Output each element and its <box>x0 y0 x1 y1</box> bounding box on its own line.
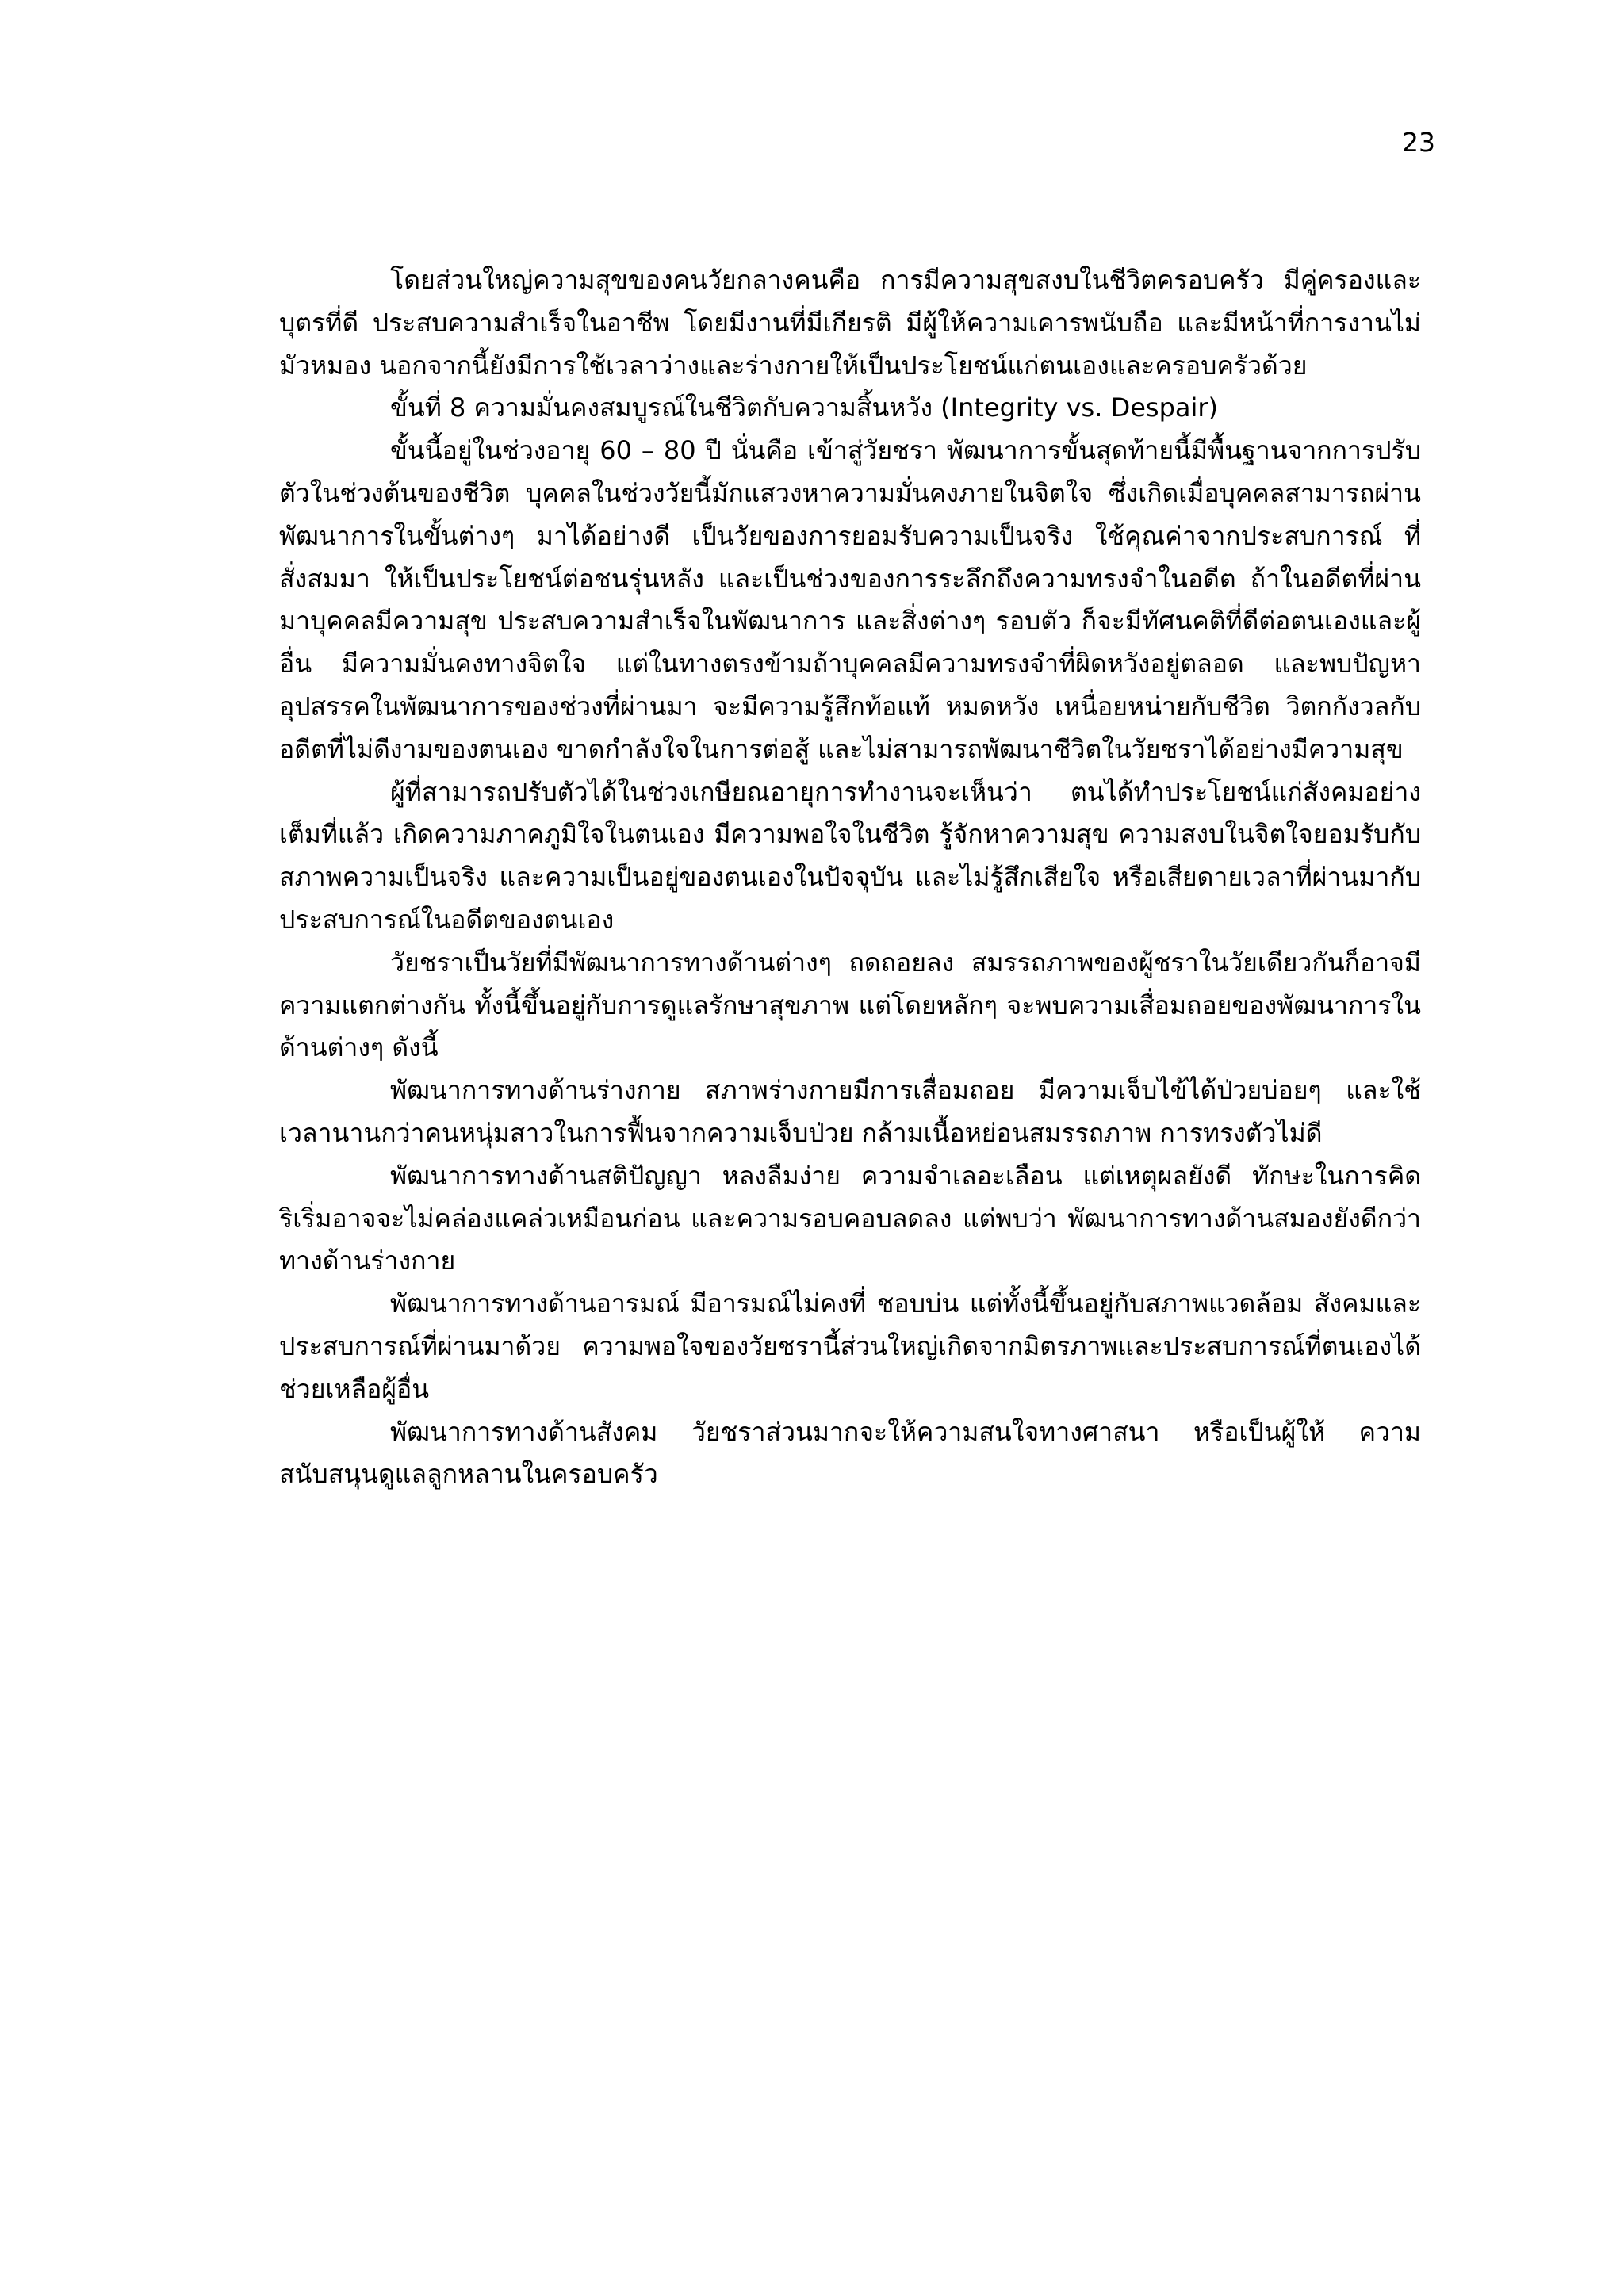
paragraph-emotional-development: พัฒนาการทางด้านอารมณ์ มีอารมณ์ไม่คงที่ ชอบบ่น แต่ทั้งนี้ขึ้นอยู่กับสภาพแวดล้อม สังคมและประสบการณ์ที่ผ่านมาด้วย ความพอใจของวัยชรานี้ส่วนใหญ่เกิดจากมิตรภาพและประสบการณ์ที่ตนเองได้ช่วยเหลือผู้อื่น <box>279 1288 1421 1404</box>
paragraph-stage-8-heading: ขั้นที่ 8 ความมั่นคงสมบูรณ์ในชีวิตกับความสิ้นหวัง (Integrity vs. Despair) <box>390 392 1219 423</box>
paragraph-intellectual-development: พัฒนาการทางด้านสติปัญญา หลงลืมง่าย ความจำเลอะเลือน แต่เหตุผลยังดี ทักษะในการคิดริเริ่มอาจจะไม่คล่องแคล่วเหมือนก่อน และความรอบคอบลดลง แต่พบว่า พัฒนาการทางด้านสมองยังดีกว่าทางด้านร่างกาย <box>279 1160 1421 1276</box>
paragraph-retirement-adjustment: ผู้ที่สามารถปรับตัวได้ในช่วงเกษียณอายุการทำงานจะเห็นว่า ตนได้ทำประโยชน์แก่สังคมอย่างเต็มที่แล้ว เกิดความภาคภูมิใจในตนเอง มีความพอใจในชีวิต รู้จักหาความสุข ความสงบในจิตใจยอมรับกับสภาพความเป็นจริง และความเป็นอยู่ของตนเองในปัจจุบัน และไม่รู้สึกเสียใจ หรือเสียดายเวลาที่ผ่านมากับ ประสบการณ์ในอดีตของตนเอง <box>279 776 1421 935</box>
page-number: 23 <box>1402 127 1435 158</box>
paragraph-social-development: พัฒนาการทางด้านสังคม วัยชราส่วนมากจะให้ความสนใจทางศาสนา หรือเป็นผู้ให้ ความสนับสนุนดูแลลูกหลานในครอบครัว <box>279 1416 1421 1490</box>
paragraph-physical-development: พัฒนาการทางด้านร่างกาย สภาพร่างกายมีการเสื่อมถอย มีความเจ็บไข้ได้ป่วยบ่อยๆ และใช้เวลานานกว่าคนหนุ่มสาวในการฟื้นจากความเจ็บป่วย กล้ามเนื้อหย่อนสมรรถภาพ การทรงตัวไม่ดี <box>279 1075 1421 1148</box>
paragraph-stage-8-description: ขั้นนี้อยู่ในช่วงอายุ 60 – 80 ปี นั่นคือ เข้าสู่วัยชรา พัฒนาการขั้นสุดท้ายนี้มีพื้นฐานจากการปรับตัวในช่วงต้นของชีวิต บุคคลในช่วงวัยนี้มักแสวงหาความมั่นคงภายในจิตใจ ซึ่งเกิดเมื่อบุคคลสามารถผ่านพัฒนาการในขั้นต่างๆ มาได้อย่างดี เป็นวัยของการยอมรับความเป็นจริง ใช้คุณค่าจากประสบการณ์ ที่สั่งสมมา ให้เป็นประโยชน์ต่อชนรุ่นหลัง และเป็นช่วงของการระลึกถึงความทรงจำในอดีต ถ้าในอดีตที่ผ่านมาบุคคลมีความสุข ประสบความสำเร็จในพัฒนาการ และสิ่งต่างๆ รอบตัว ก็จะมีทัศนคติที่ดีต่อตนเองและผู้อื่น มีความมั่นคงทางจิตใจ แต่ในทางตรงข้ามถ้าบุคคลมีความทรงจำที่ผิดหวังอยู่ตลอด และพบปัญหาอุปสรรคในพัฒนาการของช่วงที่ผ่านมา จะมีความรู้สึกท้อแท้ หมดหวัง เหนื่อยหน่ายกับชีวิต วิตกกังวลกับอดีตที่ไม่ดีงามของตนเอง ขาดกำลังใจในการต่อสู้ และไม่สามารถพัฒนาชีวิตในวัยชราได้อย่างมีความสุข <box>279 435 1421 764</box>
paragraph-elderly-decline: วัยชราเป็นวัยที่มีพัฒนาการทางด้านต่างๆ ถดถอยลง สมรรถภาพของผู้ชราในวัยเดียวกันก็อาจมีความแตกต่างกัน ทั้งนี้ขึ้นอยู่กับการดูแลรักษาสุขภาพ แต่โดยหลักๆ จะพบความเสื่อมถอยของพัฒนาการในด้านต่างๆ ดังนี้ <box>279 947 1421 1063</box>
body-text <box>279 259 1421 1496</box>
paragraph-middle-age-happiness: โดยส่วนใหญ่ความสุขของคนวัยกลางคนคือ การมีความสุขสงบในชีวิตครอบครัว มีคู่ครองและบุตรที่ดี ประสบความสำเร็จในอาชีพ โดยมีงานที่มีเกียรติ มีผู้ให้ความเคารพนับถือ และมีหน้าที่การงานไม่มัวหมอง นอกจากนี้ยังมีการใช้เวลาว่างและร่างกายให้เป็นประโยชน์แก่ตนเองและครอบครัวด้วย <box>279 265 1421 381</box>
